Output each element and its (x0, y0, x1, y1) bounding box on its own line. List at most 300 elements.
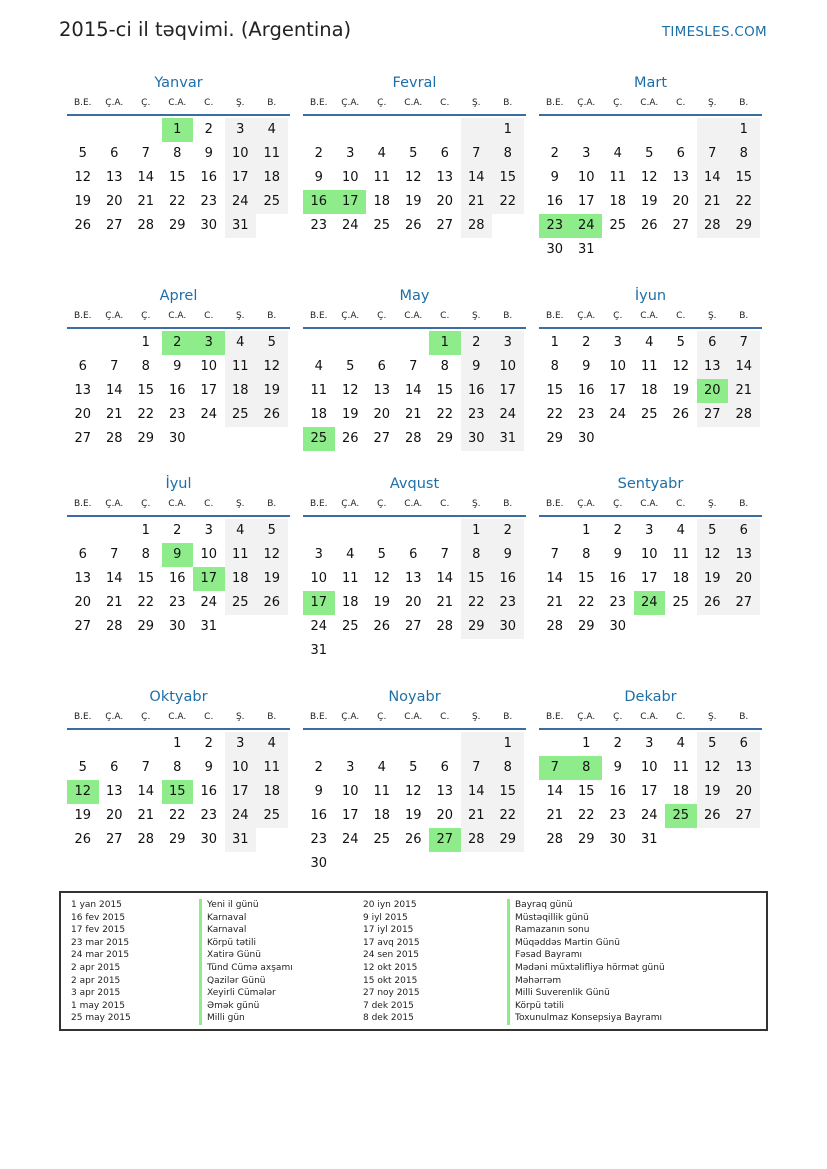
day-cell: 12 (404, 784, 422, 799)
holiday-day-cell: 17 (335, 190, 367, 214)
day-cell: 23 (310, 832, 328, 847)
day-cell: 29 (137, 619, 155, 634)
weekday-label: B. (739, 311, 749, 321)
day-cell: 20 (74, 407, 92, 422)
month-name: Noyabr (388, 689, 441, 705)
day-cell: 21 (697, 190, 729, 214)
day-cell: 19 (341, 407, 359, 422)
day-cell: 11 (341, 571, 359, 586)
day-cell: 23 (609, 808, 627, 823)
day-cell: 4 (676, 736, 685, 751)
day-cell: 16 (200, 784, 218, 799)
day-cell: 11 (672, 547, 690, 562)
legend-names-right (507, 899, 665, 1025)
day-cell: 24 (225, 190, 257, 214)
legend-holiday-name: Tünd Cümə axşamı (199, 962, 293, 975)
day-cell: 21 (404, 407, 422, 422)
day-cell: 12 (74, 170, 92, 185)
weekday-label: B.E. (309, 499, 328, 509)
legend-holiday-name: Yeni il günü (199, 899, 293, 912)
day-cell: 22 (546, 407, 564, 422)
empty-day-cell (303, 331, 335, 355)
day-cell: 22 (577, 808, 595, 823)
day-cell: 5 (78, 760, 87, 775)
day-cell: 22 (728, 190, 760, 214)
day-grid (303, 519, 526, 663)
day-cell: 26 (256, 403, 288, 427)
holiday-day-cell: 9 (162, 543, 194, 567)
day-cell: 17 (225, 780, 257, 804)
empty-day-cell (99, 331, 131, 355)
legend-date: 9 iyl 2015 (363, 912, 408, 923)
weekday-label: B. (503, 311, 513, 321)
day-cell: 18 (225, 379, 257, 403)
empty-day-cell (429, 519, 461, 543)
day-cell: 13 (436, 170, 454, 185)
day-cell: 19 (74, 194, 92, 209)
month-block (303, 73, 526, 238)
day-cell: 29 (168, 218, 186, 233)
day-cell: 13 (728, 756, 760, 780)
day-cell: 6 (78, 359, 87, 374)
day-cell: 2 (204, 122, 213, 137)
day-cell: 6 (377, 359, 386, 374)
day-cell: 3 (225, 732, 257, 756)
day-cell: 5 (256, 331, 288, 355)
day-grid (539, 732, 762, 852)
weekday-label: Ç.A. (341, 499, 360, 509)
day-cell: 31 (640, 832, 658, 847)
day-cell: 4 (346, 547, 355, 562)
legend-dates-right (363, 899, 420, 1025)
day-cell: 27 (105, 832, 123, 847)
day-cell: 30 (609, 619, 627, 634)
day-cell: 17 (492, 379, 524, 403)
holiday-day-cell: 24 (571, 214, 603, 238)
legend-holiday-name: Müqəddəs Martin Günü (507, 937, 665, 950)
day-cell: 21 (436, 595, 454, 610)
day-cell: 9 (173, 359, 182, 374)
weekday-label: C. (676, 98, 686, 108)
day-cell: 2 (173, 523, 182, 538)
day-cell: 17 (200, 383, 218, 398)
day-cell: 29 (461, 615, 493, 639)
day-cell: 23 (461, 403, 493, 427)
day-cell: 1 (141, 523, 150, 538)
weekday-label: Ç. (141, 311, 151, 321)
empty-day-cell (99, 519, 131, 543)
legend-holiday-name: Körpü tətili (199, 937, 293, 950)
weekday-header (539, 710, 762, 730)
day-cell: 3 (582, 146, 591, 161)
day-cell: 4 (377, 146, 386, 161)
day-cell: 17 (640, 571, 658, 586)
day-cell: 19 (404, 194, 422, 209)
day-cell: 14 (105, 571, 123, 586)
weekday-label: Ş. (471, 499, 481, 509)
day-cell: 8 (440, 359, 449, 374)
day-cell: 18 (672, 784, 690, 799)
day-cell: 12 (256, 355, 288, 379)
weekday-label: C.A. (640, 499, 659, 509)
day-cell: 10 (492, 355, 524, 379)
day-cell: 28 (137, 832, 155, 847)
weekday-label: Ç.A. (341, 98, 360, 108)
weekday-label: B. (267, 712, 277, 722)
weekday-label: B.E. (545, 98, 564, 108)
empty-day-cell (366, 331, 398, 355)
day-cell: 27 (697, 403, 729, 427)
day-cell: 25 (256, 804, 288, 828)
day-cell: 20 (404, 595, 422, 610)
day-cell: 7 (141, 146, 150, 161)
month-name: Dekabr (624, 689, 677, 705)
day-cell: 22 (137, 407, 155, 422)
holiday-day-cell: 1 (162, 118, 194, 142)
month-block (539, 474, 762, 639)
weekday-label: Ç.A. (577, 98, 596, 108)
day-cell: 28 (728, 403, 760, 427)
weekday-label: B. (503, 712, 513, 722)
legend-holiday-name: Mədəni müxtəlifliyə hörmət günü (507, 962, 665, 975)
weekday-label: B. (267, 311, 277, 321)
legend-holiday-name: Bayraq günü (507, 899, 665, 912)
day-cell: 24 (640, 808, 658, 823)
day-cell: 26 (640, 218, 658, 233)
day-cell: 4 (645, 335, 654, 350)
brand-link[interactable]: TIMESLES.COM (661, 24, 767, 40)
day-cell: 21 (728, 379, 760, 403)
day-cell: 31 (310, 643, 328, 658)
day-cell: 29 (546, 431, 564, 446)
holiday-day-cell: 25 (303, 427, 335, 451)
weekday-label: B.E. (545, 311, 564, 321)
day-cell: 15 (492, 780, 524, 804)
day-cell: 6 (697, 331, 729, 355)
day-cell: 25 (672, 595, 690, 610)
day-cell: 3 (346, 760, 355, 775)
day-cell: 28 (436, 619, 454, 634)
day-cell: 2 (492, 519, 524, 543)
weekday-label: C. (440, 98, 450, 108)
day-cell: 28 (137, 218, 155, 233)
day-cell: 9 (204, 760, 213, 775)
day-grid (303, 331, 526, 451)
day-cell: 22 (461, 591, 493, 615)
day-cell: 12 (373, 571, 391, 586)
weekday-label: B.E. (545, 712, 564, 722)
weekday-label: C. (440, 499, 450, 509)
day-cell: 1 (728, 118, 760, 142)
day-cell: 1 (173, 736, 182, 751)
day-cell: 25 (640, 407, 658, 422)
day-cell: 9 (492, 543, 524, 567)
day-cell: 17 (577, 194, 595, 209)
day-cell: 2 (550, 146, 559, 161)
legend-date: 15 okt 2015 (363, 975, 418, 986)
day-cell: 21 (137, 808, 155, 823)
day-cell: 10 (341, 784, 359, 799)
day-cell: 27 (74, 431, 92, 446)
day-cell: 27 (436, 218, 454, 233)
day-cell: 29 (577, 619, 595, 634)
day-cell: 4 (676, 523, 685, 538)
empty-day-cell (99, 118, 131, 142)
weekday-header (539, 309, 762, 329)
day-cell: 11 (640, 359, 658, 374)
day-cell: 29 (137, 431, 155, 446)
day-cell: 24 (492, 403, 524, 427)
day-cell: 2 (204, 736, 213, 751)
weekday-label: B. (739, 499, 749, 509)
weekday-label: Ç.A. (341, 712, 360, 722)
day-cell: 14 (137, 784, 155, 799)
day-cell: 10 (225, 756, 257, 780)
page-title: 2015-ci il təqvimi. (Argentina) (59, 18, 352, 41)
day-cell: 4 (377, 760, 386, 775)
month-name: Avqust (389, 476, 440, 492)
day-cell: 25 (225, 403, 257, 427)
empty-day-cell (398, 732, 430, 756)
holiday-day-cell: 25 (665, 804, 697, 828)
day-cell: 19 (373, 595, 391, 610)
day-cell: 13 (105, 170, 123, 185)
weekday-label: C.A. (168, 499, 187, 509)
weekday-label: Ç. (613, 499, 623, 509)
weekday-label: Ç.A. (105, 311, 124, 321)
day-cell: 30 (546, 242, 564, 257)
day-cell: 3 (314, 547, 323, 562)
day-cell: 9 (550, 170, 559, 185)
day-grid (67, 331, 290, 451)
day-cell: 19 (672, 383, 690, 398)
weekday-label: Ç. (141, 499, 151, 509)
month-name: Aprel (159, 288, 198, 304)
day-cell: 26 (341, 431, 359, 446)
day-cell: 30 (168, 619, 186, 634)
day-grid (67, 519, 290, 639)
empty-day-cell (366, 118, 398, 142)
day-cell: 11 (225, 355, 257, 379)
day-cell: 16 (310, 808, 328, 823)
legend-names-left (199, 899, 293, 1025)
day-cell: 7 (550, 547, 559, 562)
day-cell: 15 (137, 571, 155, 586)
day-cell: 24 (225, 804, 257, 828)
day-cell: 9 (314, 784, 323, 799)
day-cell: 15 (492, 166, 524, 190)
day-cell: 15 (461, 567, 493, 591)
day-cell: 5 (676, 335, 685, 350)
day-cell: 12 (256, 543, 288, 567)
day-cell: 15 (728, 166, 760, 190)
day-cell: 12 (697, 756, 729, 780)
day-cell: 20 (436, 808, 454, 823)
month-block (67, 687, 290, 852)
day-cell: 11 (373, 784, 391, 799)
day-cell: 4 (613, 146, 622, 161)
day-cell: 2 (582, 335, 591, 350)
weekday-label: Ş. (707, 311, 717, 321)
day-cell: 15 (546, 383, 564, 398)
empty-day-cell (335, 118, 367, 142)
weekday-header (67, 710, 290, 730)
weekday-label: B.E. (309, 712, 328, 722)
day-cell: 15 (137, 383, 155, 398)
day-cell: 20 (105, 194, 123, 209)
day-cell: 4 (256, 732, 288, 756)
empty-day-cell (461, 732, 493, 756)
day-cell: 30 (609, 832, 627, 847)
day-cell: 1 (461, 519, 493, 543)
empty-day-cell (67, 519, 99, 543)
day-cell: 23 (492, 591, 524, 615)
empty-day-cell (602, 118, 634, 142)
day-cell: 27 (373, 431, 391, 446)
legend-holiday-name: Məhərrəm (507, 975, 665, 988)
day-grid (539, 519, 762, 639)
day-cell: 16 (546, 194, 564, 209)
day-cell: 29 (436, 431, 454, 446)
weekday-label: Ç. (141, 98, 151, 108)
day-cell: 16 (461, 379, 493, 403)
month-name: Mart (633, 75, 668, 91)
holiday-legend (59, 891, 768, 1031)
empty-day-cell (571, 118, 603, 142)
day-cell: 15 (577, 571, 595, 586)
day-cell: 8 (492, 756, 524, 780)
day-cell: 14 (436, 571, 454, 586)
day-cell: 19 (697, 780, 729, 804)
holiday-day-cell: 1 (429, 331, 461, 355)
day-cell: 5 (409, 760, 418, 775)
legend-holiday-name: Fəsad Bayramı (507, 949, 665, 962)
day-cell: 30 (461, 427, 493, 451)
day-cell: 5 (645, 146, 654, 161)
weekday-label: C.A. (404, 311, 423, 321)
weekday-label: C.A. (168, 712, 187, 722)
weekday-label: Ç. (377, 311, 387, 321)
empty-day-cell (398, 118, 430, 142)
legend-date: 1 yan 2015 (71, 900, 122, 910)
day-cell: 26 (74, 832, 92, 847)
day-cell: 13 (105, 784, 123, 799)
weekday-label: Ç.A. (577, 311, 596, 321)
legend-date: 1 may 2015 (71, 1000, 125, 1011)
weekday-label: Ş. (707, 712, 717, 722)
day-cell: 24 (200, 595, 218, 610)
holiday-day-cell: 23 (539, 214, 571, 238)
day-cell: 8 (582, 547, 591, 562)
month-name: May (399, 288, 430, 304)
empty-day-cell (429, 118, 461, 142)
weekday-label: C. (676, 712, 686, 722)
day-cell: 27 (74, 619, 92, 634)
day-cell: 14 (728, 355, 760, 379)
day-cell: 26 (373, 619, 391, 634)
legend-holiday-name: Müstəqillik günü (507, 912, 665, 925)
day-cell: 10 (200, 359, 218, 374)
day-cell: 12 (404, 170, 422, 185)
legend-date: 24 mar 2015 (71, 950, 130, 961)
day-cell: 6 (676, 146, 685, 161)
day-cell: 10 (640, 760, 658, 775)
day-cell: 6 (440, 146, 449, 161)
day-cell: 11 (225, 543, 257, 567)
weekday-label: Ç. (613, 311, 623, 321)
day-cell: 6 (110, 146, 119, 161)
day-grid (67, 732, 290, 852)
weekday-label: Ş. (235, 499, 245, 509)
day-cell: 20 (672, 194, 690, 209)
legend-date: 17 iyl 2015 (363, 925, 414, 936)
holiday-day-cell: 2 (162, 331, 194, 355)
day-cell: 5 (697, 732, 729, 756)
day-cell: 25 (225, 591, 257, 615)
day-cell: 17 (609, 383, 627, 398)
day-cell: 10 (609, 359, 627, 374)
day-cell: 10 (341, 170, 359, 185)
day-cell: 13 (728, 543, 760, 567)
day-cell: 13 (74, 571, 92, 586)
weekday-label: B. (739, 712, 749, 722)
day-cell: 22 (577, 595, 595, 610)
day-cell: 18 (609, 194, 627, 209)
weekday-label: Ş. (235, 311, 245, 321)
weekday-label: Ş. (235, 98, 245, 108)
day-cell: 7 (461, 142, 493, 166)
day-cell: 12 (640, 170, 658, 185)
day-cell: 8 (173, 146, 182, 161)
holiday-day-cell: 17 (193, 567, 225, 591)
legend-holiday-name: Milli gün (199, 1012, 293, 1025)
holiday-day-cell: 16 (303, 190, 335, 214)
day-cell: 15 (168, 170, 186, 185)
day-cell: 21 (105, 407, 123, 422)
day-cell: 30 (200, 218, 218, 233)
day-cell: 25 (341, 619, 359, 634)
holiday-day-cell: 17 (303, 591, 335, 615)
weekday-label: B.E. (73, 311, 92, 321)
day-cell: 21 (461, 804, 493, 828)
day-cell: 13 (74, 383, 92, 398)
day-cell: 14 (461, 166, 493, 190)
day-cell: 8 (173, 760, 182, 775)
month-name: Oktyabr (149, 689, 208, 705)
weekday-label: Ş. (707, 98, 717, 108)
weekday-header (539, 96, 762, 116)
day-cell: 23 (200, 194, 218, 209)
day-cell: 26 (404, 832, 422, 847)
day-cell: 1 (492, 732, 524, 756)
legend-date: 8 dek 2015 (363, 1013, 414, 1024)
day-cell: 4 (314, 359, 323, 374)
day-cell: 30 (200, 832, 218, 847)
day-cell: 21 (461, 190, 493, 214)
day-cell: 23 (168, 407, 186, 422)
day-cell: 5 (346, 359, 355, 374)
legend-holiday-name: Xeyirli Cümələr (199, 987, 293, 1000)
day-cell: 18 (373, 194, 391, 209)
day-cell: 16 (492, 567, 524, 591)
day-cell: 1 (582, 523, 591, 538)
weekday-label: Ş. (471, 712, 481, 722)
day-cell: 3 (645, 736, 654, 751)
day-cell: 15 (577, 784, 595, 799)
day-cell: 24 (609, 407, 627, 422)
day-cell: 21 (546, 595, 564, 610)
holiday-day-cell: 27 (429, 828, 461, 852)
